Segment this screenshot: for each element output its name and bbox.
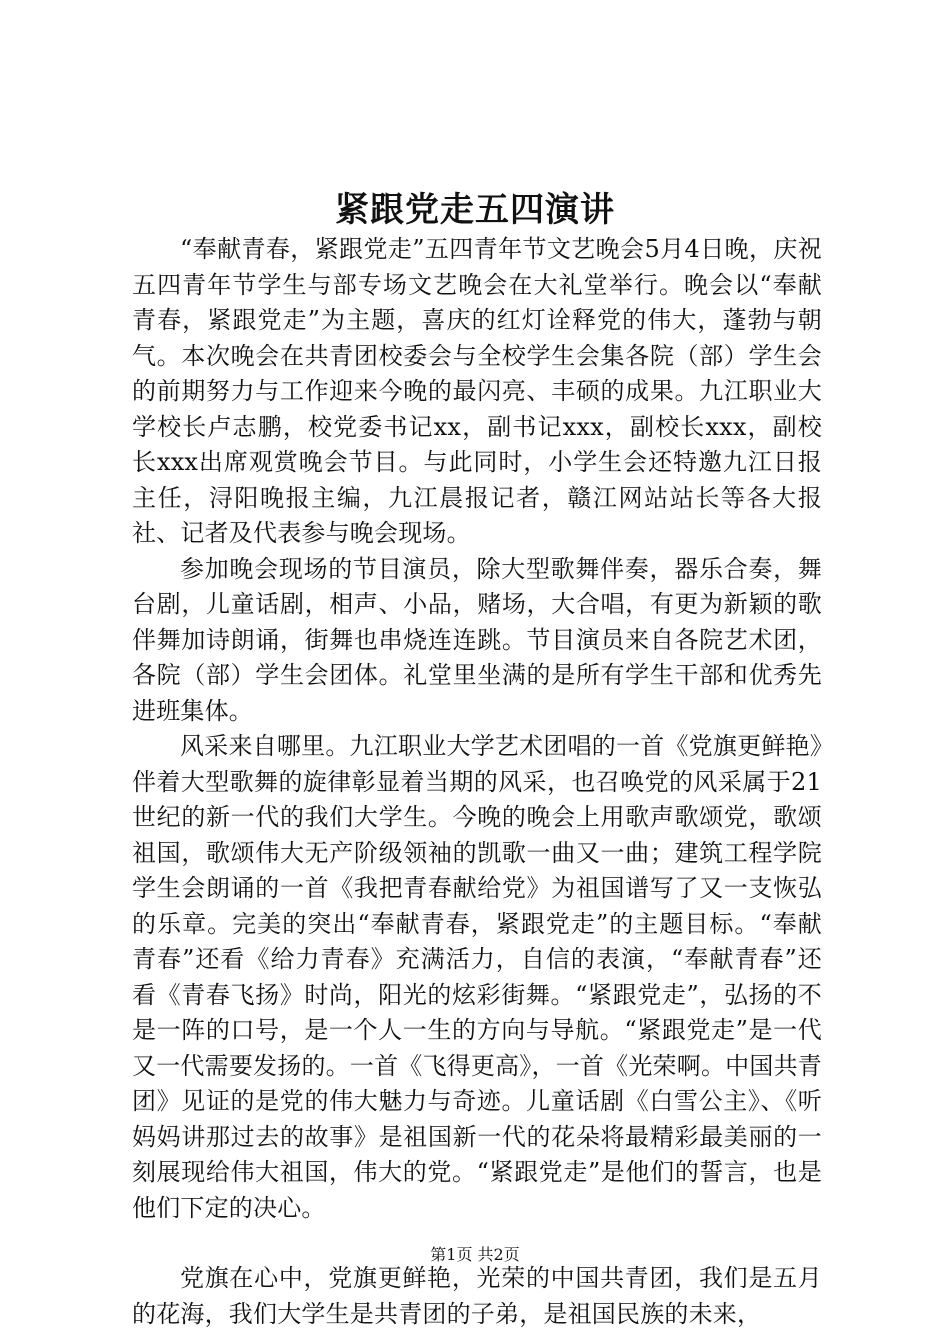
paragraph-4: 党旗在心中，党旗更鲜艳，光荣的中国共青团，我们是五月的花海，我们大学生是共青团的子弟，是祖国民族的未来，: [132, 1264, 822, 1328]
document-title: 紧跟党走五四演讲: [335, 190, 615, 230]
paragraph-3: 风采来自哪里。九江职业大学艺术团唱的一首《党旗更鲜艳》伴着大型歌舞的旋律彰显着当期的风采，也召唤党的风采属于21世纪的新一代的我们大学生。今晚的晚会上用歌声歌颂党，歌颂祖国，歌颂伟大无产阶级领袖的凯歌一曲又一曲；建筑工程学院学生会朗诵的一首《我把青春献给党》为祖国谱写了又一支恢弘的乐章。完美的突出“奉献青春，紧跟党走”的主题目标。“奉献青春”还看《给力青春》充满活力，自信的表演，“奉献青春”还看《青春飞扬》时尚，阳光的炫彩街舞。“紧跟党走”，弘扬的不是一阵的口号，是一个人一生的方向与导航。“紧跟党走”是一代又一代需要发扬的。一首《飞得更高》，一首《光荣啊。中国共青团》见证的是党的伟大魅力与奇迹。儿童话剧《白雪公主》、《听妈妈讲那过去的故事》是祖国新一代的花朵将最精彩最美丽的一刻展现给伟大祖国，伟大的党。“紧跟党走”是他们的誓言，也是他们下定的决心。: [132, 732, 822, 1222]
paragraph-2: 参加晚会现场的节目演员，除大型歌舞伴奏，器乐合奏，舞台剧，儿童话剧，相声、小品，赌场，大合唱，有更为新颖的歌伴舞加诗朗诵，街舞也串烧连连跳。节目演员来自各院艺术团，各院（部）学生会团体。礼堂里坐满的是所有学生干部和优秀先进班集体。: [132, 554, 822, 725]
paragraph-1: “奉献青春，紧跟党走”五四青年节文艺晚会5月4日晚，庆祝五四青年节学生与部专场文艺晚会在大礼堂举行。晚会以“奉献青春，紧跟党走”为主题，喜庆的红灯诠释党的伟大，蓬勃与朝气。本次晚会在共青团校委会与全校学生会集各院（部）学生会的前期努力与工作迎来今晚的最闪亮、丰硕的成果。九江职业大学校长卢志鹏，校党委书记xx，副书记xxx，副校长xxx，副校长xxx出席观赏晚会节目。与此同时，小学生会还特邀九江日报主任，浔阳晚报主编，九江晨报记者，赣江网站站长等各大报社、记者及代表参与晚会现场。: [132, 235, 822, 547]
page-footer: 第1页 共2页: [430, 1245, 520, 1264]
document-body: [132, 232, 822, 1332]
